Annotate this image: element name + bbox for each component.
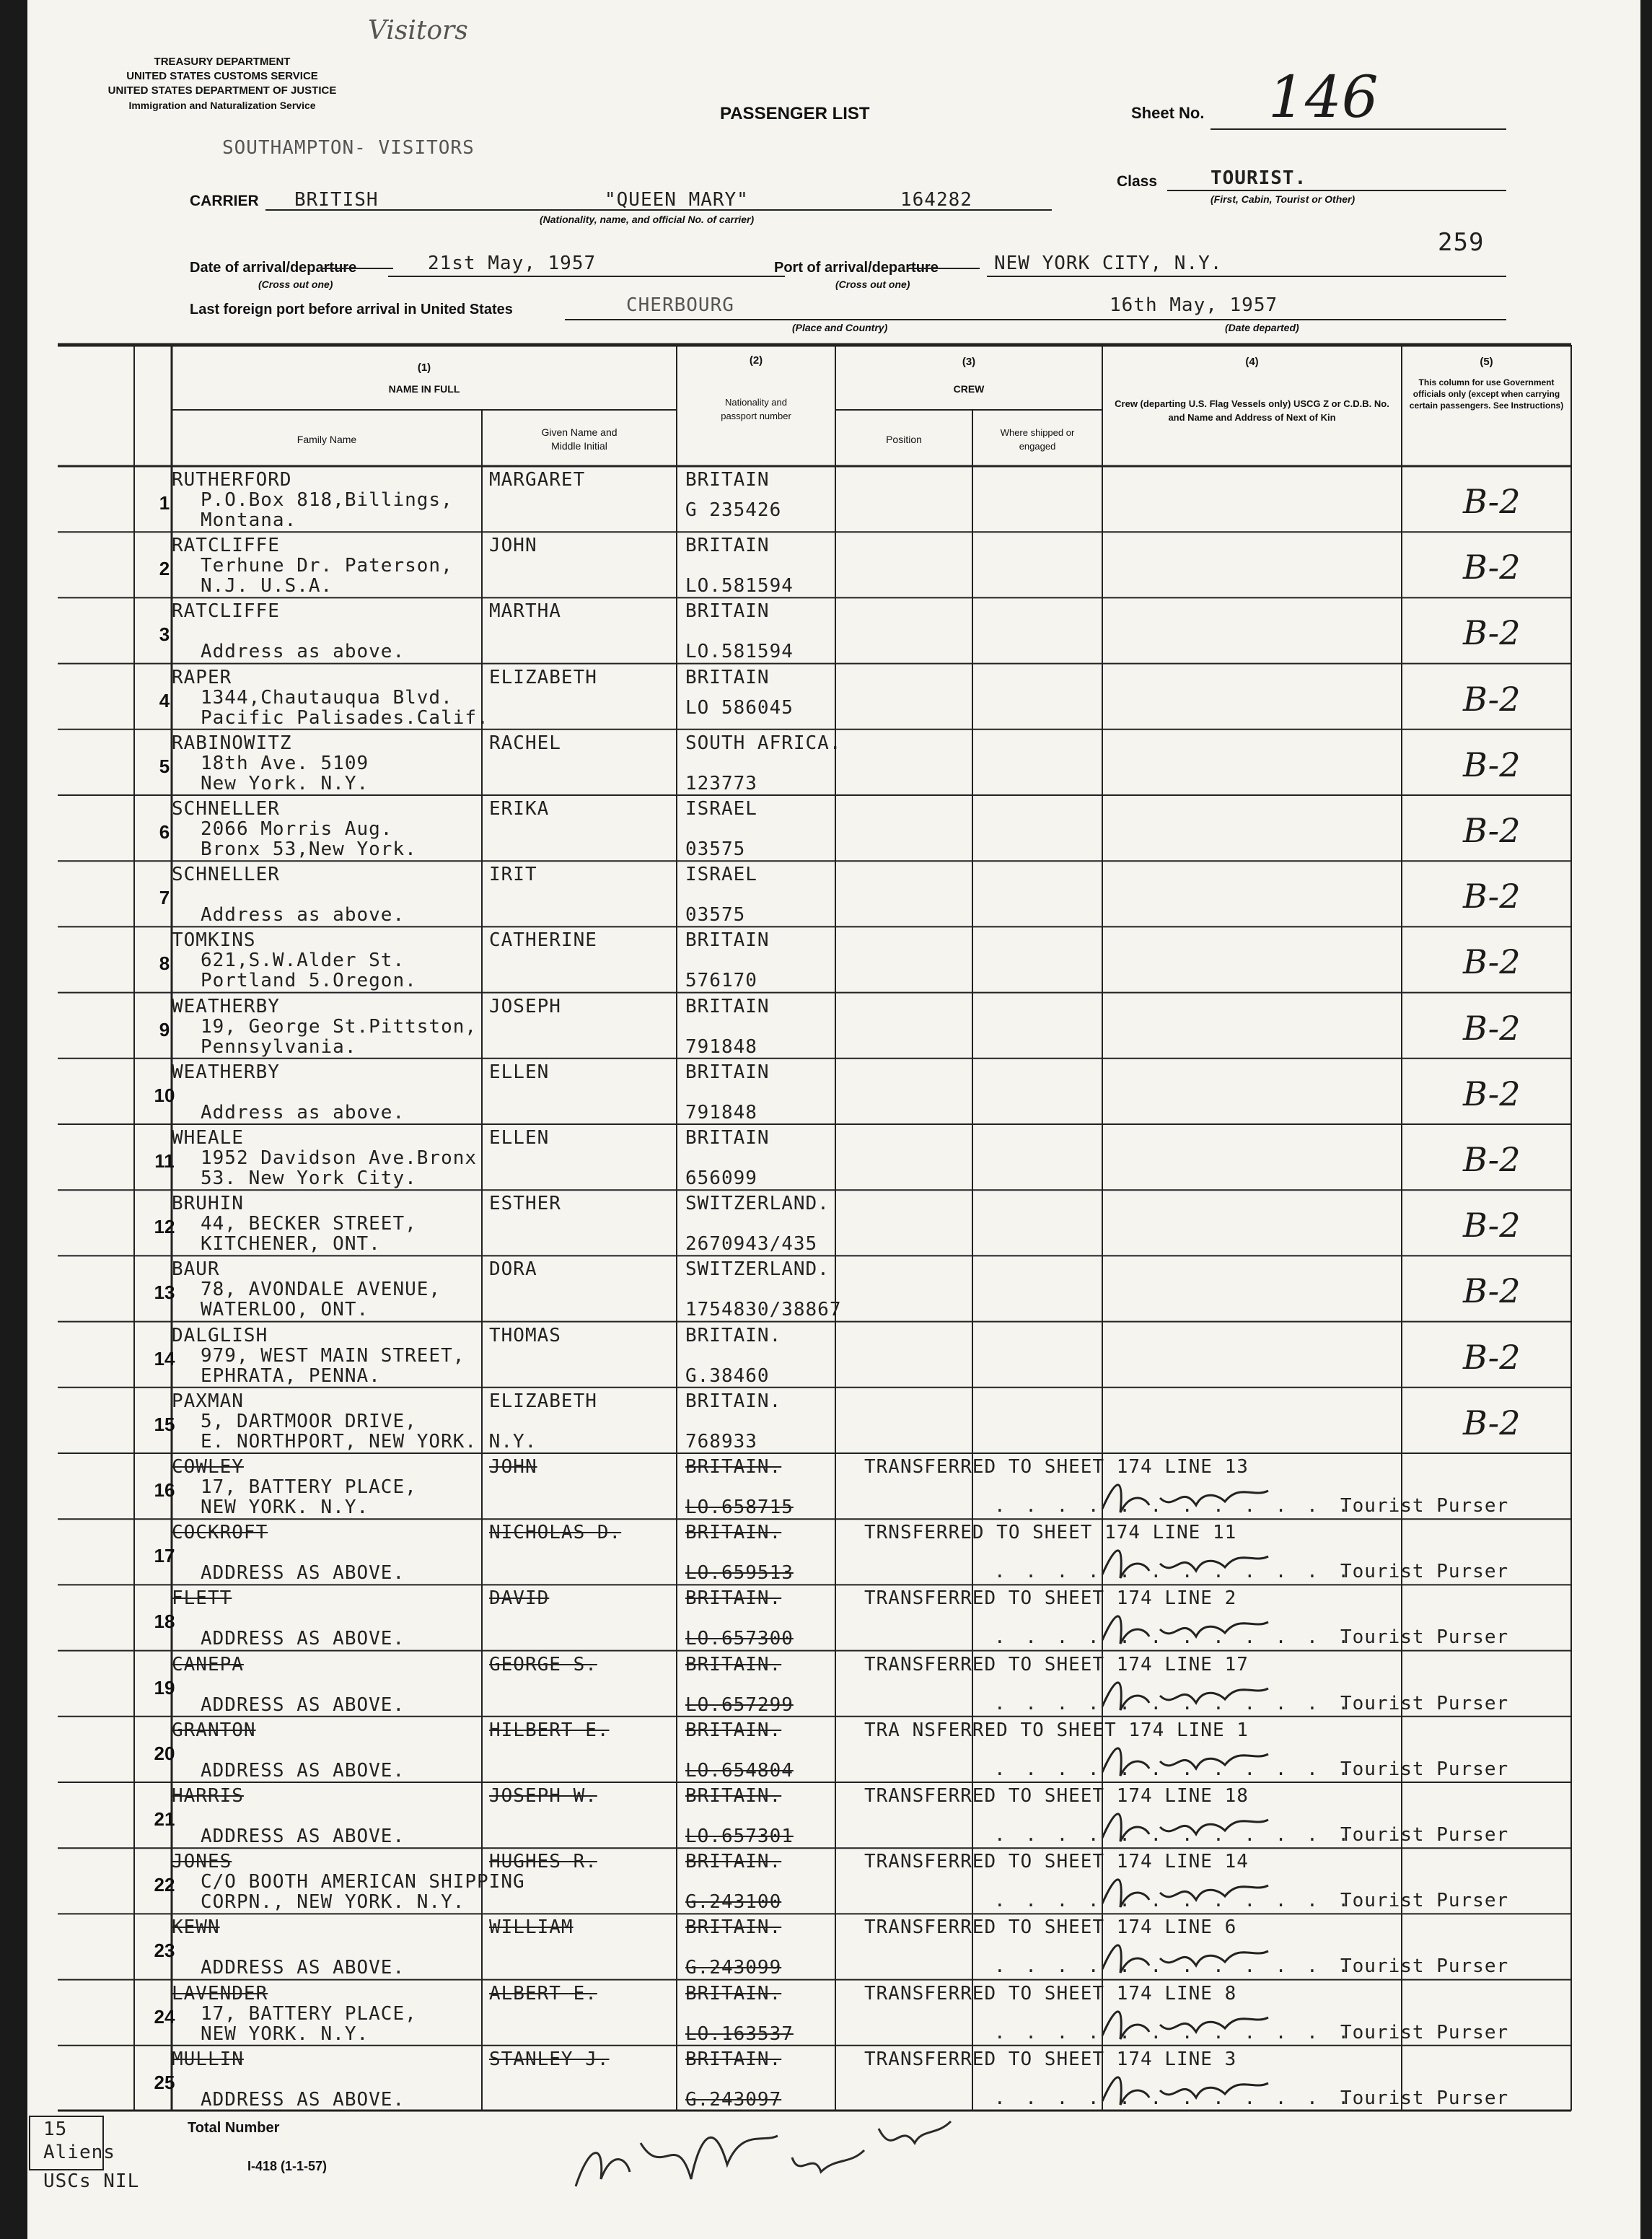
agency-line: Immigration and Naturalization Service xyxy=(128,100,316,111)
row-number: 7 xyxy=(159,887,170,909)
address-line-2: ADDRESS AS ABOVE. xyxy=(201,1628,405,1650)
nationality: BRITAIN xyxy=(685,995,770,1017)
nationality: SWITZERLAND. xyxy=(685,1193,830,1215)
nationality: BRITAIN. xyxy=(685,2048,782,2070)
port-of-arrival-label: Port of arrival/departure xyxy=(774,260,939,276)
visa-class-mark: B-2 xyxy=(1463,482,1521,521)
address-line-2: N.J. U.S.A. xyxy=(201,575,333,597)
given-name: JOHN xyxy=(489,535,537,557)
row-number: 9 xyxy=(159,1018,170,1040)
visa-class-mark: B-2 xyxy=(1463,679,1521,719)
purser-signature xyxy=(1095,1667,1283,1717)
family-name: DALGLISH xyxy=(172,1324,268,1346)
date-of-arrival-value: 21st May, 1957 xyxy=(428,253,597,274)
family-name: TOMKINS xyxy=(172,929,256,952)
given-name: THOMAS xyxy=(489,1324,561,1346)
passport-number: 123773 xyxy=(685,772,757,794)
transfer-note: TRANSFERRED TO SHEET 174 LINE 6 xyxy=(864,1916,1237,1939)
address-line-2: ADDRESS AS ABOVE. xyxy=(201,1826,405,1847)
address-line-2: Pennsylvania. xyxy=(201,1035,357,1058)
family-name: PAXMAN xyxy=(172,1390,244,1412)
family-name: MULLIN xyxy=(172,2048,244,2070)
passport-number: LO.657299 xyxy=(685,1694,794,1716)
uscs-count: USCs NIL xyxy=(43,2170,140,2192)
visitors-handwritten-note: Visitors xyxy=(368,16,468,45)
address-line-2: Address as above. xyxy=(201,1101,405,1123)
passport-number: LO.581594 xyxy=(685,641,794,663)
nationality: BRITAIN xyxy=(685,1061,770,1083)
purser-title: Tourist Purser xyxy=(1340,1495,1509,1517)
col1-title: NAME IN FULL xyxy=(388,383,460,395)
family-name: RUTHERFORD xyxy=(172,469,292,491)
nationality: BRITAIN. xyxy=(685,1587,782,1610)
address-line-2: Address as above. xyxy=(201,904,405,926)
col4-number: (4) xyxy=(1245,356,1259,368)
given-name: STANLEY J. xyxy=(489,2048,610,2070)
family-name: CANEPA xyxy=(172,1653,244,1675)
list-subtitle: SOUTHAMPTON- VISITORS xyxy=(222,137,475,159)
purser-signature xyxy=(1095,1732,1283,1783)
given-name: JOSEPH W. xyxy=(489,1785,597,1807)
row-number: 17 xyxy=(154,1545,175,1567)
table-row xyxy=(27,926,1640,992)
col3-position: Position xyxy=(886,434,922,445)
dotted-leader: . . . . . . . . . . . . xyxy=(994,1495,1354,1517)
nationality: BRITAIN. xyxy=(685,1851,782,1873)
dotted-leader: . . . . . . . . . . . . xyxy=(994,1561,1354,1583)
address-line-1: 18th Ave. 5109 xyxy=(201,752,369,774)
passport-number: G.243100 xyxy=(685,1891,782,1914)
col2-title: Nationality and passport number xyxy=(721,397,791,421)
carrier-ship-name: "QUEEN MARY" xyxy=(605,189,749,211)
agency-line: UNITED STATES DEPARTMENT OF JUSTICE xyxy=(107,84,337,97)
nationality: BRITAIN. xyxy=(685,1390,782,1412)
given-name: DAVID xyxy=(489,1587,550,1610)
address-line-2: Address as above. xyxy=(201,641,405,663)
purser-title: Tourist Purser xyxy=(1340,1561,1509,1583)
table-row xyxy=(27,1453,1640,1519)
nationality: BRITAIN. xyxy=(685,1719,782,1741)
table-row xyxy=(27,1190,1640,1256)
address-line-2: EPHRATA, PENNA. xyxy=(201,1364,381,1387)
col1-given-name: Given Name and Middle Initial xyxy=(541,426,618,452)
visa-class-mark: B-2 xyxy=(1463,548,1521,587)
nationality: BRITAIN. xyxy=(685,1522,782,1544)
visa-class-mark: B-2 xyxy=(1463,1008,1521,1048)
row-number: 23 xyxy=(154,1940,175,1962)
table-row xyxy=(27,729,1640,795)
table-row xyxy=(27,1980,1640,2046)
address-line-2: New York. N.Y. xyxy=(201,772,369,794)
passport-number: G.243097 xyxy=(685,2088,782,2111)
document-title: PASSENGER LIST xyxy=(720,104,870,123)
address-line-2: Montana. xyxy=(201,509,297,531)
visa-class-mark: B-2 xyxy=(1463,1337,1521,1377)
nationality: ISRAEL xyxy=(685,864,757,886)
address-line-2: ADDRESS AS ABOVE. xyxy=(201,1694,405,1716)
passenger-list-document xyxy=(27,0,1640,2239)
sheet-number-value: 146 xyxy=(1268,63,1379,131)
transfer-note: TRANSFERRED TO SHEET 174 LINE 17 xyxy=(864,1653,1249,1675)
table-row xyxy=(27,1388,1640,1453)
row-number: 3 xyxy=(159,623,170,646)
row-number: 22 xyxy=(154,1874,175,1896)
nationality: BRITAIN. xyxy=(685,1982,782,2004)
address-line-1: 2066 Morris Aug. xyxy=(201,818,393,840)
row-number: 19 xyxy=(154,1676,175,1699)
passport-number: LO.659513 xyxy=(685,1562,794,1585)
row-number: 2 xyxy=(159,558,170,580)
visa-class-mark: B-2 xyxy=(1463,877,1521,916)
given-name: ERIKA xyxy=(489,798,550,820)
given-name: ELIZABETH xyxy=(489,1390,597,1412)
class-label: Class xyxy=(1117,173,1158,190)
carrier-label: CARRIER xyxy=(190,193,259,209)
passport-number: G.243099 xyxy=(685,1957,782,1979)
row-number: 5 xyxy=(159,755,170,777)
given-name: HILBERT E. xyxy=(489,1719,610,1741)
address-line-1: 979, WEST MAIN STREET, xyxy=(201,1344,465,1367)
passport-number: 576170 xyxy=(685,970,757,992)
row-number: 6 xyxy=(159,821,170,843)
col3-where-shipped: Where shipped or engaged xyxy=(1000,427,1075,452)
date-departed-value: 16th May, 1957 xyxy=(1110,294,1278,316)
family-name: WEATHERBY xyxy=(172,995,280,1017)
passport-number: 791848 xyxy=(685,1101,757,1123)
col1-family-name: Family Name xyxy=(296,434,357,445)
row-number: 24 xyxy=(154,2005,175,2028)
table-row xyxy=(27,861,1640,926)
address-line-1: 1344,Chautauqua Blvd. xyxy=(201,686,453,709)
row-number: 1 xyxy=(159,492,170,514)
purser-title: Tourist Purser xyxy=(1340,1626,1509,1649)
nationality: BRITAIN. xyxy=(685,1456,782,1478)
purser-signature xyxy=(1095,1929,1283,1980)
nationality: ISRAEL xyxy=(685,798,757,820)
family-name: BRUHIN xyxy=(172,1193,244,1215)
address-line-1: C/O BOOTH AMERICAN SHIPPING xyxy=(201,1871,525,1893)
col4-title: Crew (departing U.S. Flag Vessels only) USCG Z or C.D.B. No. and Name and Address of Next of Kin xyxy=(1115,398,1389,423)
nationality: BRITAIN xyxy=(685,1127,770,1149)
dotted-leader: . . . . . . . . . . . . xyxy=(994,1626,1354,1649)
family-name: RATCLIFFE xyxy=(172,535,280,557)
passport-number: LO.658715 xyxy=(685,1497,794,1518)
address-line-1: 17, BATTERY PLACE, xyxy=(201,2002,417,2025)
address-line-2: KITCHENER, ONT. xyxy=(201,1233,381,1256)
given-name: CATHERINE xyxy=(489,929,597,952)
family-name: COCKROFT xyxy=(172,1522,268,1544)
nationality: BRITAIN xyxy=(685,929,770,952)
family-name: RABINOWITZ xyxy=(172,732,292,754)
dotted-leader: . . . . . . . . . . . . xyxy=(994,2021,1354,2043)
dotted-leader: . . . . . . . . . . . . xyxy=(994,1824,1354,1846)
family-name: SCHNELLER xyxy=(172,864,280,886)
given-name: NICHOLAS D. xyxy=(489,1522,622,1544)
nationality: BRITAIN xyxy=(685,600,770,623)
purser-title: Tourist Purser xyxy=(1340,2021,1509,2043)
col2-number: (2) xyxy=(749,354,763,367)
visa-class-mark: B-2 xyxy=(1463,1403,1521,1442)
passport-number: 03575 xyxy=(685,838,746,860)
visa-class-mark: B-2 xyxy=(1463,1271,1521,1311)
class-value: TOURIST. xyxy=(1211,167,1307,189)
passport-number: 656099 xyxy=(685,1167,757,1189)
row-number: 8 xyxy=(159,952,170,975)
given-name: RACHEL xyxy=(489,732,561,754)
nationality: BRITAIN xyxy=(685,666,770,688)
row-number: 16 xyxy=(154,1479,175,1501)
address-line-2: ADDRESS AS ABOVE. xyxy=(201,1957,405,1979)
nationality: BRITAIN. xyxy=(685,1916,782,1939)
address-line-2: CORPN., NEW YORK. N.Y. xyxy=(201,1891,465,1914)
row-number: 10 xyxy=(154,1084,175,1106)
col3-number: (3) xyxy=(962,356,976,368)
purser-signature xyxy=(1095,1798,1283,1849)
dotted-leader: . . . . . . . . . . . . xyxy=(994,1955,1354,1978)
address-line-1: 44, BECKER STREET, xyxy=(201,1213,417,1235)
table-row xyxy=(27,532,1640,597)
address-line-2: NEW YORK. N.Y. xyxy=(201,1497,369,1518)
address-line-1: 621,S.W.Alder St. xyxy=(201,950,405,972)
address-line-2: Pacific Palisades.Calif. xyxy=(201,706,489,729)
address-line-1: Terhune Dr. Paterson, xyxy=(201,555,453,577)
transfer-note: TRANSFERRED TO SHEET 174 LINE 8 xyxy=(864,1982,1237,2004)
given-name: ALBERT E. xyxy=(489,1982,597,2004)
purser-signature xyxy=(1095,1469,1283,1520)
nationality: SOUTH AFRICA. xyxy=(685,732,842,754)
address-line-1: P.O.Box 818,Billings, xyxy=(201,489,453,511)
col3-title: CREW xyxy=(953,383,985,395)
passport-number: LO.581594 xyxy=(685,575,794,597)
visa-class-mark: B-2 xyxy=(1463,811,1521,850)
last-port-value: CHERBOURG xyxy=(626,294,734,316)
table-row xyxy=(27,1651,1640,1717)
passport-number: G.38460 xyxy=(685,1364,770,1387)
family-name: JONES xyxy=(172,1851,232,1873)
family-name: FLETT xyxy=(172,1587,232,1610)
family-name: BAUR xyxy=(172,1258,220,1281)
given-name: MARTHA xyxy=(489,600,561,623)
table-row xyxy=(27,1848,1640,1914)
visa-class-mark: B-2 xyxy=(1463,942,1521,982)
table-row xyxy=(27,1585,1640,1650)
table-row xyxy=(27,1059,1640,1124)
family-name: COWLEY xyxy=(172,1456,244,1478)
family-name: HARRIS xyxy=(172,1785,244,1807)
transfer-note: TRANSFERRED TO SHEET 174 LINE 18 xyxy=(864,1785,1249,1807)
purser-title: Tourist Purser xyxy=(1340,1692,1509,1714)
family-name: GRANTON xyxy=(172,1719,256,1741)
row-number: 12 xyxy=(154,1216,175,1238)
visa-class-mark: B-2 xyxy=(1463,1140,1521,1179)
table-row xyxy=(27,1256,1640,1321)
row-number: 4 xyxy=(159,689,170,711)
address-line-1: 78, AVONDALE AVENUE, xyxy=(201,1279,441,1301)
purser-title: Tourist Purser xyxy=(1340,1955,1509,1978)
passport-number: 791848 xyxy=(685,1035,757,1058)
nationality: BRITAIN xyxy=(685,535,770,557)
family-name: WHEALE xyxy=(172,1127,244,1149)
last-port-caption: (Place and Country) xyxy=(792,322,888,333)
address-line-1: 19, George St.Pittston, xyxy=(201,1015,478,1038)
col5-title: This column for use Government officials only (except when carrying certain passengers. See Instructions) xyxy=(1409,377,1564,411)
given-name: HUGHES R. xyxy=(489,1851,597,1873)
carrier-official-number: 164282 xyxy=(900,189,972,211)
passport-number: 768933 xyxy=(685,1430,757,1452)
address-line-2: Bronx 53,New York. xyxy=(201,838,417,860)
purser-title: Tourist Purser xyxy=(1340,1890,1509,1912)
row-number: 25 xyxy=(154,2071,175,2093)
given-name: ELLEN xyxy=(489,1061,550,1083)
form-number: I-418 (1-1-57) xyxy=(247,2159,328,2173)
agency-line: UNITED STATES CUSTOMS SERVICE xyxy=(126,70,318,82)
transfer-note: TRANSFERRED TO SHEET 174 LINE 14 xyxy=(864,1851,1249,1873)
passport-number: LO 586045 xyxy=(685,696,794,719)
address-line-2: WATERLOO, ONT. xyxy=(201,1299,369,1321)
table-row xyxy=(27,1717,1640,1782)
nationality: BRITAIN. xyxy=(685,1785,782,1807)
cross-out-caption: (Cross out one) xyxy=(258,279,333,290)
purser-signature xyxy=(1095,1600,1283,1651)
row-number: 20 xyxy=(154,1742,175,1764)
given-name: ELLEN xyxy=(489,1127,550,1149)
purser-signature xyxy=(1095,1535,1283,1585)
visa-class-mark: B-2 xyxy=(1463,745,1521,784)
col1-number: (1) xyxy=(417,362,431,374)
address-line-2: E. NORTHPORT, NEW YORK. N.Y. xyxy=(201,1430,537,1452)
passport-number: LO.163537 xyxy=(685,2023,794,2045)
passport-number: 03575 xyxy=(685,904,746,926)
given-name: IRIT xyxy=(489,864,537,886)
family-name: RATCLIFFE xyxy=(172,600,280,623)
transfer-note: TRA NSFERRED TO SHEET 174 LINE 1 xyxy=(864,1719,1249,1741)
table-row xyxy=(27,466,1640,532)
total-number-label: Total Number xyxy=(188,2120,280,2136)
visa-class-mark: B-2 xyxy=(1463,1206,1521,1245)
passport-number: LO.654804 xyxy=(685,1759,794,1782)
row-number: 13 xyxy=(154,1281,175,1304)
family-name: SCHNELLER xyxy=(172,798,280,820)
passport-number: G 235426 xyxy=(685,499,782,521)
visa-class-mark: B-2 xyxy=(1463,1074,1521,1113)
table-row xyxy=(27,1124,1640,1190)
row-number: 21 xyxy=(154,1808,175,1830)
table-row xyxy=(27,597,1640,663)
family-name: WEATHERBY xyxy=(172,1061,280,1083)
nationality: SWITZERLAND. xyxy=(685,1258,830,1281)
col5-number: (5) xyxy=(1480,356,1493,368)
agency-line: TREASURY DEPARTMENT xyxy=(154,56,291,68)
family-name: KEWN xyxy=(172,1916,220,1939)
port-of-arrival-value: NEW YORK CITY, N.Y. xyxy=(994,253,1223,274)
passport-number: LO.657301 xyxy=(685,1826,794,1847)
inspector-signature xyxy=(561,2100,1023,2208)
row-number: 15 xyxy=(154,1413,175,1435)
carrier-nationality: BRITISH xyxy=(294,189,379,211)
transfer-note: TRANSFERRED TO SHEET 174 LINE 2 xyxy=(864,1587,1237,1610)
purser-signature xyxy=(1095,1996,1283,2046)
stamp-number: 259 xyxy=(1438,228,1485,257)
dotted-leader: . . . . . . . . . . . . xyxy=(994,2087,1354,2109)
sheet-number-label: Sheet No. xyxy=(1131,104,1205,122)
date-of-arrival-label: Date of arrival/departure xyxy=(190,260,357,276)
table-row xyxy=(27,1782,1640,1848)
given-name: JOSEPH xyxy=(489,995,561,1017)
nationality: BRITAIN. xyxy=(685,1653,782,1675)
table-row xyxy=(27,1914,1640,1979)
passport-number: 1754830/38867 xyxy=(685,1299,842,1321)
visa-class-mark: B-2 xyxy=(1463,613,1521,653)
address-line-1: 5, DARTMOOR DRIVE, xyxy=(201,1410,417,1432)
dotted-leader: . . . . . . . . . . . . xyxy=(994,1692,1354,1714)
row-number: 14 xyxy=(154,1347,175,1370)
given-name: ELIZABETH xyxy=(489,666,597,688)
table-row xyxy=(27,993,1640,1059)
transfer-note: TRNSFERRED TO SHEET 174 LINE 11 xyxy=(864,1522,1237,1544)
address-line-2: ADDRESS AS ABOVE. xyxy=(201,1759,405,1782)
dotted-leader: . . . . . . . . . . . . xyxy=(994,1758,1354,1780)
port-cross-out-caption: (Cross out one) xyxy=(835,279,910,290)
given-name: WILLIAM xyxy=(489,1916,574,1939)
dotted-leader: . . . . . . . . . . . . xyxy=(994,1890,1354,1912)
given-name: MARGARET xyxy=(489,469,586,491)
address-line-2: 53. New York City. xyxy=(201,1167,417,1189)
address-line-1: 1952 Davidson Ave.Bronx xyxy=(201,1147,478,1169)
given-name: DORA xyxy=(489,1258,537,1281)
address-line-2: ADDRESS AS ABOVE. xyxy=(201,1562,405,1585)
row-number: 18 xyxy=(154,1611,175,1633)
table-row xyxy=(27,1322,1640,1388)
table-row xyxy=(27,664,1640,729)
transfer-note: TRANSFERRED TO SHEET 174 LINE 13 xyxy=(864,1456,1249,1478)
given-name: GEORGE S. xyxy=(489,1653,597,1675)
carrier-caption: (Nationality, name, and official No. of carrier) xyxy=(540,214,755,225)
passport-number: LO.657300 xyxy=(685,1628,794,1650)
address-line-2: Portland 5.Oregon. xyxy=(201,970,417,992)
family-name: RAPER xyxy=(172,666,232,688)
class-caption: (First, Cabin, Tourist or Other) xyxy=(1211,193,1356,205)
transfer-note: TRANSFERRED TO SHEET 174 LINE 3 xyxy=(864,2048,1237,2070)
alien-count: 15 xyxy=(43,2118,68,2140)
family-name: LAVENDER xyxy=(172,1982,268,2004)
address-line-2: ADDRESS AS ABOVE. xyxy=(201,2088,405,2111)
aliens-label: Aliens xyxy=(43,2142,115,2163)
purser-title: Tourist Purser xyxy=(1340,2087,1509,2109)
date-departed-caption: (Date departed) xyxy=(1225,322,1299,333)
last-port-label: Last foreign port before arrival in United States xyxy=(190,302,513,317)
row-number: 11 xyxy=(154,1150,175,1172)
purser-title: Tourist Purser xyxy=(1340,1758,1509,1780)
purser-signature xyxy=(1095,1864,1283,1914)
table-row xyxy=(27,795,1640,861)
address-line-2: NEW YORK. N.Y. xyxy=(201,2023,369,2045)
given-name: JOHN xyxy=(489,1456,537,1478)
given-name: ESTHER xyxy=(489,1193,561,1215)
purser-title: Tourist Purser xyxy=(1340,1824,1509,1846)
purser-signature xyxy=(1095,2061,1283,2112)
passport-number: 2670943/435 xyxy=(685,1233,818,1256)
nationality: BRITAIN xyxy=(685,469,770,491)
address-line-1: 17, BATTERY PLACE, xyxy=(201,1476,417,1498)
nationality: BRITAIN. xyxy=(685,1324,782,1346)
table-row xyxy=(27,1519,1640,1585)
